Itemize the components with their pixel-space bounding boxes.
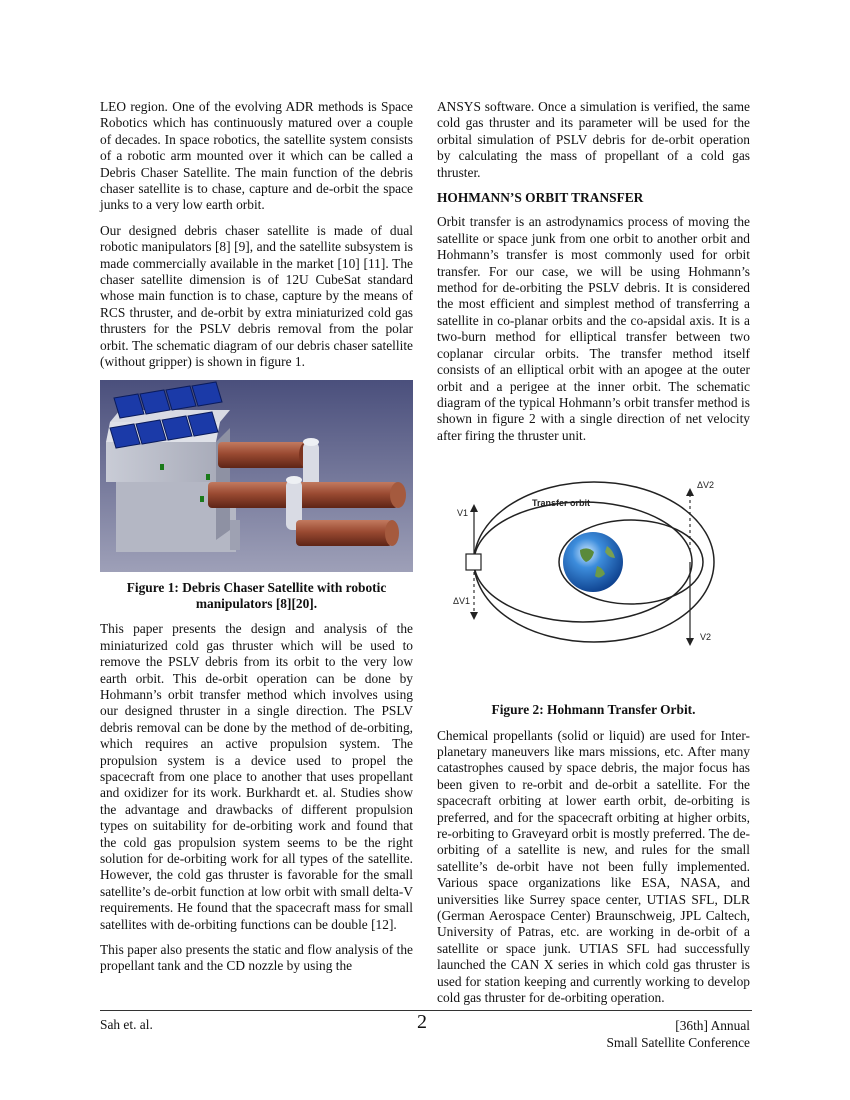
- label-v1: V1: [457, 508, 469, 519]
- paragraph: Our designed debris chaser satellite is made of dual robotic manipulators [8] [9], and the satellite subsystem is made commercially available in the market [10] [11]. The chaser satellite dimension is of 12U CubeSat standard whose main function is to chase, capture by the means of RCS thruster, and de-orbit by extra miniaturized cold gas thrusters for the PSLV debris removal from the polar orbit. The schematic diagram of our debris chaser satellite (without gripper) is shown in figure 1.: [100, 222, 413, 370]
- figure-2-caption: Figure 2: Hohmann Transfer Orbit.: [491, 702, 696, 718]
- footer-conference-line1: [36th] Annual: [675, 1018, 750, 1033]
- figure-2-hohmann-diagram: [437, 474, 750, 694]
- figure-1-caption: Figure 1: Debris Chaser Satellite with robotic manipulators [8][20].: [126, 579, 387, 611]
- label-v2: V2: [700, 632, 712, 643]
- label-delta-v1: ΔV1: [453, 596, 471, 607]
- figure-1-satellite-image: [100, 380, 413, 572]
- label-delta-v2: ΔV2: [697, 480, 715, 491]
- label-transfer-orbit: Transfer orbit: [532, 498, 591, 509]
- paragraph: This paper also presents the static and flow analysis of the propellant tank and the CD nozzle by using the: [100, 942, 413, 974]
- footer-authors: Sah et. al.: [100, 1017, 153, 1032]
- left-column: [100, 99, 413, 984]
- right-column: [437, 99, 750, 1015]
- section-heading: HOHMANN’S ORBIT TRANSFER: [437, 190, 644, 206]
- paragraph: This paper presents the design and analysis of the miniaturized cold gas thruster which will be used to remove the PSLV debris from its orbit to the very low earth orbit. This de-orbit operation can be done by Hohmann’s orbit transfer method which involves using our designed thruster in a single direction. The PSLV debris removal can be done by the method of de-orbiting, which requires an active propulsion system. The propulsion system is a device used to propel the spacecraft from one place to another that uses propellant and oxidizer for its work. Burkhardt et. al. Studies show the advantage and drawbacks of different propulsion types on suitability for de-orbiting work and found that the cold gas propulsion system seems to be the right solution for de-orbiting work for all types of the satellite. However, the cold gas thruster is favorable for the small satellite’s de-orbit function at low orbit with small delta-V requirements. He found that the spacecraft mass for small satellites with de-orbiting functions can be double [12].: [100, 621, 413, 932]
- paragraph: ANSYS software. Once a simulation is verified, the same cold gas thruster and its parameter will be used for the orbital simulation of PSLV debris for de-orbit operation by calculating the mass of propellant of a cold gas thruster.: [437, 99, 750, 180]
- paragraph: Chemical propellants (solid or liquid) are used for Inter-planetary maneuvers like mars missions, etc. After many catastrophes caused by space debris, the major focus has been given to re-orbit and de-orbit a satellite. For the spacecraft orbiting at lower earth orbit, de-orbiting is preferred, and for the spacecraft orbiting at higher orbits, re-orbiting to Graveyard orbit is mostly preferred. The de-orbiting of a satellite is new, and rules for the small satellite’s de-orbit have not been fully implemented. Various space organizations like ESA, NASA, and universities like Surrey space center, UTIAS SFL, DLR (German Aerospace Center) Braunschweig, JPL Caltech, University of Patras, etc. are working in de-orbit of a satellite or space junk. UTIAS SFL had successfully launched the CAN X series in which cold gas thruster is used for station keeping and currently working to develop cold gas thruster for de-orbiting operation.: [437, 727, 750, 1006]
- paragraph: LEO region. One of the evolving ADR methods is Space Robotics which has continuously matured over a couple of decades. In space robotics, the satellite system consists of a robotic arm mounted over it which can be called a Debris Chaser Satellite. The main function of the debris chaser satellite is to chase, capture and de-orbit the space junks to a very low earth orbit.: [100, 99, 413, 213]
- footer-conference: [606, 1017, 750, 1051]
- footer-conference-line2: Small Satellite Conference: [606, 1035, 750, 1050]
- paragraph: Orbit transfer is an astrodynamics process of moving the satellite or space junk from one orbit to another orbit and Hohmann’s transfer is most commonly used for orbit transfer. For our case, we will be using Hohmann’s method for de-orbiting the PSLV debris. It is considered the most efficient and simplest method of transferring a satellite in co-planar orbits and the co-apsidal axis. It is a two-burn method for elliptical transfer between two coplanar circular orbits. The transfer method itself consists of an elliptical orbit with an apogee at the outer orbit and a perigee at the inner orbit. The schematic diagram of the typical Hohmann’s orbit transfer method is shown in figure 2 with a single direction of net velocity after firing the thruster unit.: [437, 214, 750, 443]
- page-number: 2: [417, 1011, 427, 1033]
